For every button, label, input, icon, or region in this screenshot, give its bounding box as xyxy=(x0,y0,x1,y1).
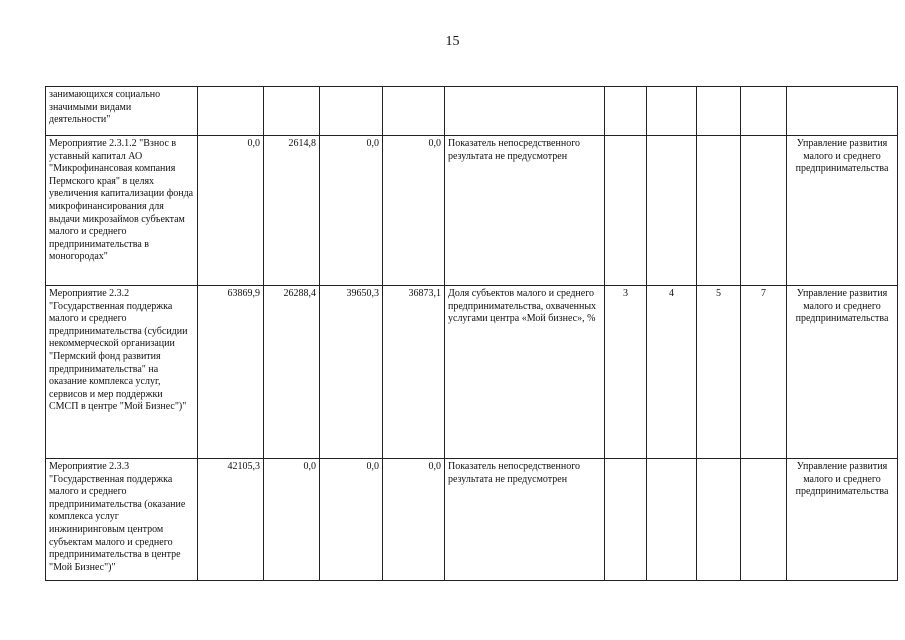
funding-value xyxy=(320,87,383,136)
funding-value: 0,0 xyxy=(383,459,445,581)
funding-value xyxy=(383,87,445,136)
table-row xyxy=(46,286,898,459)
target-value xyxy=(697,87,741,136)
funding-value: 63869,9 xyxy=(198,286,264,459)
program-activities-table xyxy=(45,86,898,581)
responsible-unit: Управление развития малого и среднего предпринимательства xyxy=(787,286,898,459)
activity-name: занимающихся социально значимыми видами деятельности" xyxy=(46,87,198,136)
funding-value: 0,0 xyxy=(198,136,264,286)
indicator-text: Показатель непосредственного результата не предусмотрен xyxy=(445,136,605,286)
target-value xyxy=(741,87,787,136)
funding-value xyxy=(198,87,264,136)
target-value xyxy=(697,459,741,581)
target-value: 4 xyxy=(647,286,697,459)
target-value xyxy=(605,87,647,136)
table-row xyxy=(46,459,898,581)
target-value: 3 xyxy=(605,286,647,459)
table-row xyxy=(46,136,898,286)
activity-name: Мероприятие 2.3.3 "Государственная поддержка малого и среднего предпринимательства (оказание комплекса услуг инжиниринговым центром субъектам малого и среднего предпринимательства в центре "Мой Бизнес")" xyxy=(46,459,198,581)
responsible-unit xyxy=(787,87,898,136)
funding-value: 42105,3 xyxy=(198,459,264,581)
funding-value: 2614,8 xyxy=(264,136,320,286)
target-value xyxy=(647,87,697,136)
responsible-unit: Управление развития малого и среднего предпринимательства xyxy=(787,459,898,581)
target-value xyxy=(741,459,787,581)
target-value xyxy=(741,136,787,286)
funding-value xyxy=(264,87,320,136)
target-value xyxy=(647,136,697,286)
funding-value: 36873,1 xyxy=(383,286,445,459)
table-row xyxy=(46,87,898,136)
target-value: 5 xyxy=(697,286,741,459)
indicator-text: Показатель непосредственного результата не предусмотрен xyxy=(445,459,605,581)
target-value xyxy=(605,459,647,581)
funding-value: 39650,3 xyxy=(320,286,383,459)
funding-value: 26288,4 xyxy=(264,286,320,459)
target-value xyxy=(647,459,697,581)
activity-name: Мероприятие 2.3.2 "Государственная поддержка малого и среднего предпринимательства (субсидии некоммерческой организации "Пермский фонд развития предпринимательства" на оказание комплекса услуг, сервисов и мер поддержки СМСП в центре "Мой Бизнес")" xyxy=(46,286,198,459)
indicator-text xyxy=(445,87,605,136)
responsible-unit: Управление развития малого и среднего предпринимательства xyxy=(787,136,898,286)
funding-value: 0,0 xyxy=(383,136,445,286)
target-value xyxy=(605,136,647,286)
activity-name: Мероприятие 2.3.1.2 "Взнос в уставный капитал АО "Микрофинансовая компания Пермского края" в целях увеличения капитализации фонда микрофинансирования для выдачи микрозаймов субъектам малого и среднего предпринимательства в моногородах" xyxy=(46,136,198,286)
target-value xyxy=(697,136,741,286)
funding-value: 0,0 xyxy=(320,459,383,581)
page-number: 15 xyxy=(445,34,460,49)
target-value: 7 xyxy=(741,286,787,459)
funding-value: 0,0 xyxy=(264,459,320,581)
funding-value: 0,0 xyxy=(320,136,383,286)
indicator-text: Доля субъектов малого и среднего предпринимательства, охваченных услугами центра «Мой бизнес», % xyxy=(445,286,605,459)
